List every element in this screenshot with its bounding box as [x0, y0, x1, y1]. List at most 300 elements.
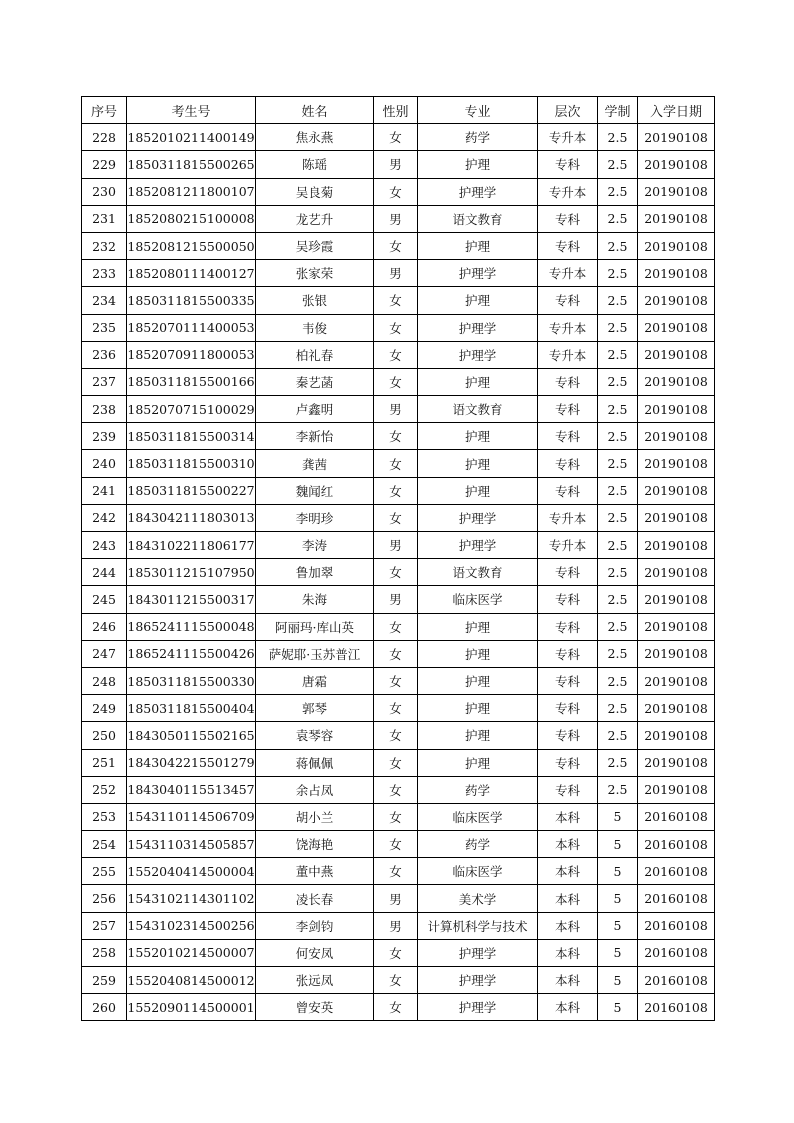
header-name: 姓名 [256, 97, 374, 124]
cell-gender: 女 [374, 287, 418, 314]
cell-major: 护理 [418, 667, 538, 694]
cell-level: 专科 [538, 368, 598, 395]
table-row [82, 831, 715, 858]
cell-duration: 2.5 [598, 667, 638, 694]
cell-level: 专升本 [538, 124, 598, 151]
cell-index: 238 [82, 396, 127, 423]
cell-level: 专科 [538, 205, 598, 232]
cell-major: 护理学 [418, 532, 538, 559]
cell-enroll-date: 20160108 [638, 803, 715, 830]
cell-index: 233 [82, 260, 127, 287]
cell-duration: 2.5 [598, 532, 638, 559]
cell-name: 李剑钧 [256, 912, 374, 939]
cell-duration: 2.5 [598, 178, 638, 205]
cell-name: 阿丽玛·库山英 [256, 613, 374, 640]
cell-level: 本科 [538, 994, 598, 1021]
cell-duration: 2.5 [598, 559, 638, 586]
table-row [82, 939, 715, 966]
cell-index: 252 [82, 776, 127, 803]
cell-exam-number: 1552040814500012 [127, 967, 256, 994]
cell-level: 专科 [538, 423, 598, 450]
cell-major: 护理 [418, 722, 538, 749]
cell-exam-number: 1852070911800053 [127, 341, 256, 368]
table-row [82, 640, 715, 667]
cell-gender: 女 [374, 776, 418, 803]
table-row [82, 532, 715, 559]
cell-gender: 男 [374, 205, 418, 232]
cell-enroll-date: 20190108 [638, 260, 715, 287]
cell-index: 256 [82, 885, 127, 912]
cell-enroll-date: 20190108 [638, 423, 715, 450]
cell-gender: 女 [374, 994, 418, 1021]
cell-duration: 5 [598, 994, 638, 1021]
cell-level: 专科 [538, 722, 598, 749]
cell-name: 郭琴 [256, 695, 374, 722]
cell-exam-number: 1552010214500007 [127, 939, 256, 966]
table-row [82, 912, 715, 939]
cell-name: 龙艺升 [256, 205, 374, 232]
cell-gender: 女 [374, 559, 418, 586]
cell-level: 专科 [538, 477, 598, 504]
cell-major: 护理 [418, 423, 538, 450]
cell-name: 吴珍霞 [256, 232, 374, 259]
cell-gender: 女 [374, 423, 418, 450]
cell-enroll-date: 20190108 [638, 287, 715, 314]
cell-major: 语文教育 [418, 559, 538, 586]
cell-major: 语文教育 [418, 205, 538, 232]
cell-major: 护理学 [418, 967, 538, 994]
table-row [82, 967, 715, 994]
cell-level: 专科 [538, 232, 598, 259]
cell-major: 护理 [418, 749, 538, 776]
cell-gender: 男 [374, 396, 418, 423]
cell-enroll-date: 20160108 [638, 967, 715, 994]
cell-enroll-date: 20190108 [638, 722, 715, 749]
cell-name: 余占凤 [256, 776, 374, 803]
header-duration: 学制 [598, 97, 638, 124]
cell-major: 语文教育 [418, 396, 538, 423]
cell-major: 护理 [418, 232, 538, 259]
cell-duration: 2.5 [598, 151, 638, 178]
cell-major: 临床医学 [418, 803, 538, 830]
cell-duration: 5 [598, 912, 638, 939]
cell-level: 本科 [538, 939, 598, 966]
cell-name: 朱海 [256, 586, 374, 613]
cell-index: 254 [82, 831, 127, 858]
cell-level: 专科 [538, 640, 598, 667]
cell-index: 241 [82, 477, 127, 504]
table-row [82, 695, 715, 722]
cell-enroll-date: 20190108 [638, 559, 715, 586]
cell-duration: 2.5 [598, 450, 638, 477]
cell-duration: 5 [598, 967, 638, 994]
cell-major: 计算机科学与技术 [418, 912, 538, 939]
cell-gender: 女 [374, 613, 418, 640]
table-row [82, 178, 715, 205]
cell-major: 护理 [418, 450, 538, 477]
cell-level: 专科 [538, 151, 598, 178]
cell-exam-number: 1853011215107950 [127, 559, 256, 586]
cell-enroll-date: 20160108 [638, 831, 715, 858]
cell-enroll-date: 20190108 [638, 205, 715, 232]
cell-enroll-date: 20190108 [638, 776, 715, 803]
cell-index: 250 [82, 722, 127, 749]
cell-name: 蒋佩佩 [256, 749, 374, 776]
cell-level: 专升本 [538, 178, 598, 205]
cell-major: 护理 [418, 287, 538, 314]
cell-duration: 2.5 [598, 477, 638, 504]
header-level: 层次 [538, 97, 598, 124]
cell-major: 护理 [418, 477, 538, 504]
header-gender: 性别 [374, 97, 418, 124]
table-row [82, 396, 715, 423]
cell-exam-number: 1843042215501279 [127, 749, 256, 776]
cell-duration: 2.5 [598, 260, 638, 287]
cell-level: 专升本 [538, 260, 598, 287]
cell-exam-number: 1552090114500001 [127, 994, 256, 1021]
cell-exam-number: 1543110114506709 [127, 803, 256, 830]
cell-name: 龚茜 [256, 450, 374, 477]
cell-level: 本科 [538, 885, 598, 912]
cell-level: 专科 [538, 613, 598, 640]
cell-duration: 2.5 [598, 586, 638, 613]
cell-gender: 女 [374, 803, 418, 830]
cell-gender: 女 [374, 667, 418, 694]
table-row [82, 613, 715, 640]
cell-duration: 2.5 [598, 124, 638, 151]
cell-duration: 2.5 [598, 640, 638, 667]
cell-enroll-date: 20160108 [638, 912, 715, 939]
cell-index: 236 [82, 341, 127, 368]
header-row [82, 97, 715, 124]
cell-index: 244 [82, 559, 127, 586]
cell-major: 临床医学 [418, 858, 538, 885]
cell-enroll-date: 20190108 [638, 178, 715, 205]
table-row [82, 341, 715, 368]
cell-exam-number: 1852081211800107 [127, 178, 256, 205]
cell-enroll-date: 20190108 [638, 368, 715, 395]
cell-gender: 女 [374, 967, 418, 994]
cell-gender: 女 [374, 368, 418, 395]
cell-level: 专科 [538, 695, 598, 722]
cell-exam-number: 1850311815500310 [127, 450, 256, 477]
cell-index: 229 [82, 151, 127, 178]
cell-exam-number: 1843040115513457 [127, 776, 256, 803]
cell-major: 护理学 [418, 994, 538, 1021]
cell-name: 韦俊 [256, 314, 374, 341]
cell-exam-number: 1852081215500050 [127, 232, 256, 259]
cell-name: 李新怡 [256, 423, 374, 450]
cell-major: 护理 [418, 151, 538, 178]
cell-duration: 5 [598, 885, 638, 912]
table-row [82, 858, 715, 885]
cell-enroll-date: 20190108 [638, 477, 715, 504]
cell-name: 鲁加翠 [256, 559, 374, 586]
cell-name: 饶海艳 [256, 831, 374, 858]
cell-gender: 女 [374, 722, 418, 749]
cell-major: 临床医学 [418, 586, 538, 613]
cell-major: 护理学 [418, 341, 538, 368]
cell-name: 陈瑶 [256, 151, 374, 178]
cell-index: 247 [82, 640, 127, 667]
cell-enroll-date: 20190108 [638, 341, 715, 368]
cell-enroll-date: 20190108 [638, 232, 715, 259]
cell-enroll-date: 20190108 [638, 504, 715, 531]
cell-level: 本科 [538, 858, 598, 885]
cell-major: 护理 [418, 368, 538, 395]
cell-duration: 5 [598, 858, 638, 885]
cell-name: 胡小兰 [256, 803, 374, 830]
cell-duration: 2.5 [598, 613, 638, 640]
cell-exam-number: 1843042111803013 [127, 504, 256, 531]
cell-name: 秦艺菡 [256, 368, 374, 395]
cell-index: 230 [82, 178, 127, 205]
cell-enroll-date: 20160108 [638, 885, 715, 912]
cell-duration: 5 [598, 831, 638, 858]
cell-level: 专科 [538, 586, 598, 613]
cell-enroll-date: 20190108 [638, 667, 715, 694]
cell-major: 护理 [418, 640, 538, 667]
cell-name: 何安凤 [256, 939, 374, 966]
cell-exam-number: 1543110314505857 [127, 831, 256, 858]
cell-enroll-date: 20190108 [638, 450, 715, 477]
cell-index: 231 [82, 205, 127, 232]
cell-name: 张远凤 [256, 967, 374, 994]
table-row [82, 749, 715, 776]
cell-name: 柏礼春 [256, 341, 374, 368]
cell-duration: 2.5 [598, 423, 638, 450]
cell-duration: 2.5 [598, 504, 638, 531]
table-row [82, 287, 715, 314]
cell-level: 本科 [538, 803, 598, 830]
cell-index: 242 [82, 504, 127, 531]
header-enroll-date: 入学日期 [638, 97, 715, 124]
cell-duration: 2.5 [598, 232, 638, 259]
cell-exam-number: 1852080111400127 [127, 260, 256, 287]
cell-exam-number: 1852070715100029 [127, 396, 256, 423]
table-row [82, 151, 715, 178]
table-row [82, 559, 715, 586]
cell-major: 护理学 [418, 939, 538, 966]
cell-gender: 女 [374, 314, 418, 341]
table-row [82, 450, 715, 477]
cell-exam-number: 1552040414500004 [127, 858, 256, 885]
cell-name: 张银 [256, 287, 374, 314]
table-row [82, 368, 715, 395]
cell-gender: 男 [374, 885, 418, 912]
table-row [82, 124, 715, 151]
cell-name: 李明珍 [256, 504, 374, 531]
cell-duration: 2.5 [598, 695, 638, 722]
cell-name: 凌长春 [256, 885, 374, 912]
cell-gender: 男 [374, 532, 418, 559]
cell-major: 美术学 [418, 885, 538, 912]
cell-gender: 男 [374, 151, 418, 178]
cell-level: 专升本 [538, 504, 598, 531]
cell-major: 护理学 [418, 178, 538, 205]
cell-duration: 2.5 [598, 776, 638, 803]
cell-index: 248 [82, 667, 127, 694]
cell-level: 本科 [538, 831, 598, 858]
cell-level: 本科 [538, 912, 598, 939]
table-row [82, 314, 715, 341]
cell-name: 魏闻红 [256, 477, 374, 504]
cell-exam-number: 1850311815500335 [127, 287, 256, 314]
cell-exam-number: 1850311815500265 [127, 151, 256, 178]
cell-index: 234 [82, 287, 127, 314]
cell-name: 董中燕 [256, 858, 374, 885]
cell-index: 228 [82, 124, 127, 151]
cell-exam-number: 1850311815500227 [127, 477, 256, 504]
cell-enroll-date: 20190108 [638, 314, 715, 341]
cell-enroll-date: 20190108 [638, 532, 715, 559]
cell-enroll-date: 20190108 [638, 695, 715, 722]
table-row [82, 722, 715, 749]
cell-duration: 2.5 [598, 749, 638, 776]
roster-body [82, 124, 715, 1021]
cell-index: 251 [82, 749, 127, 776]
cell-exam-number: 1850311815500314 [127, 423, 256, 450]
cell-index: 257 [82, 912, 127, 939]
cell-index: 255 [82, 858, 127, 885]
cell-enroll-date: 20190108 [638, 640, 715, 667]
cell-index: 245 [82, 586, 127, 613]
cell-level: 专科 [538, 287, 598, 314]
table-row [82, 803, 715, 830]
cell-exam-number: 1850311815500166 [127, 368, 256, 395]
cell-enroll-date: 20190108 [638, 749, 715, 776]
table-row [82, 667, 715, 694]
header-index: 序号 [82, 97, 127, 124]
header-exam-number: 考生号 [127, 97, 256, 124]
student-roster-table [81, 96, 715, 1021]
cell-duration: 2.5 [598, 368, 638, 395]
table-row [82, 232, 715, 259]
cell-name: 萨妮耶·玉苏普江 [256, 640, 374, 667]
cell-index: 259 [82, 967, 127, 994]
cell-enroll-date: 20190108 [638, 586, 715, 613]
cell-index: 260 [82, 994, 127, 1021]
cell-gender: 女 [374, 477, 418, 504]
cell-gender: 女 [374, 178, 418, 205]
cell-name: 袁琴容 [256, 722, 374, 749]
cell-exam-number: 1843011215500317 [127, 586, 256, 613]
cell-level: 专科 [538, 776, 598, 803]
cell-name: 唐霜 [256, 667, 374, 694]
cell-gender: 女 [374, 450, 418, 477]
cell-enroll-date: 20190108 [638, 396, 715, 423]
cell-gender: 女 [374, 858, 418, 885]
cell-gender: 女 [374, 695, 418, 722]
cell-gender: 女 [374, 232, 418, 259]
cell-gender: 女 [374, 341, 418, 368]
cell-gender: 女 [374, 124, 418, 151]
cell-name: 李涛 [256, 532, 374, 559]
cell-level: 专科 [538, 559, 598, 586]
cell-major: 药学 [418, 776, 538, 803]
cell-duration: 2.5 [598, 396, 638, 423]
cell-gender: 女 [374, 939, 418, 966]
cell-major: 护理学 [418, 504, 538, 531]
cell-duration: 2.5 [598, 314, 638, 341]
cell-enroll-date: 20160108 [638, 994, 715, 1021]
table-row [82, 477, 715, 504]
cell-duration: 5 [598, 939, 638, 966]
cell-enroll-date: 20160108 [638, 939, 715, 966]
table-row [82, 260, 715, 287]
cell-name: 焦永燕 [256, 124, 374, 151]
cell-level: 本科 [538, 967, 598, 994]
cell-index: 253 [82, 803, 127, 830]
table-row [82, 885, 715, 912]
cell-major: 药学 [418, 124, 538, 151]
cell-index: 240 [82, 450, 127, 477]
cell-index: 246 [82, 613, 127, 640]
cell-duration: 2.5 [598, 287, 638, 314]
table-row [82, 994, 715, 1021]
cell-exam-number: 1843102211806177 [127, 532, 256, 559]
cell-exam-number: 1850311815500404 [127, 695, 256, 722]
table-row [82, 423, 715, 450]
cell-duration: 2.5 [598, 205, 638, 232]
header-major: 专业 [418, 97, 538, 124]
cell-gender: 女 [374, 749, 418, 776]
table-row [82, 586, 715, 613]
cell-level: 专科 [538, 667, 598, 694]
cell-index: 232 [82, 232, 127, 259]
cell-name: 张家荣 [256, 260, 374, 287]
cell-index: 243 [82, 532, 127, 559]
table-row [82, 776, 715, 803]
cell-enroll-date: 20160108 [638, 858, 715, 885]
cell-exam-number: 1852070111400053 [127, 314, 256, 341]
cell-exam-number: 1865241115500426 [127, 640, 256, 667]
cell-level: 专升本 [538, 532, 598, 559]
cell-enroll-date: 20190108 [638, 124, 715, 151]
cell-gender: 女 [374, 504, 418, 531]
cell-name: 曾安英 [256, 994, 374, 1021]
cell-name: 吴良菊 [256, 178, 374, 205]
cell-gender: 女 [374, 640, 418, 667]
table-row [82, 504, 715, 531]
cell-index: 235 [82, 314, 127, 341]
cell-level: 专科 [538, 396, 598, 423]
cell-enroll-date: 20190108 [638, 613, 715, 640]
cell-index: 258 [82, 939, 127, 966]
cell-exam-number: 1865241115500048 [127, 613, 256, 640]
cell-level: 专升本 [538, 341, 598, 368]
cell-major: 护理 [418, 695, 538, 722]
cell-index: 237 [82, 368, 127, 395]
cell-gender: 男 [374, 586, 418, 613]
table-row [82, 205, 715, 232]
cell-name: 卢鑫明 [256, 396, 374, 423]
cell-level: 专科 [538, 450, 598, 477]
cell-exam-number: 1543102314500256 [127, 912, 256, 939]
cell-index: 249 [82, 695, 127, 722]
cell-duration: 5 [598, 803, 638, 830]
cell-exam-number: 1843050115502165 [127, 722, 256, 749]
cell-gender: 男 [374, 912, 418, 939]
cell-exam-number: 1850311815500330 [127, 667, 256, 694]
cell-duration: 2.5 [598, 722, 638, 749]
cell-exam-number: 1543102114301102 [127, 885, 256, 912]
cell-enroll-date: 20190108 [638, 151, 715, 178]
cell-level: 专升本 [538, 314, 598, 341]
cell-index: 239 [82, 423, 127, 450]
cell-level: 专科 [538, 749, 598, 776]
cell-major: 护理 [418, 613, 538, 640]
